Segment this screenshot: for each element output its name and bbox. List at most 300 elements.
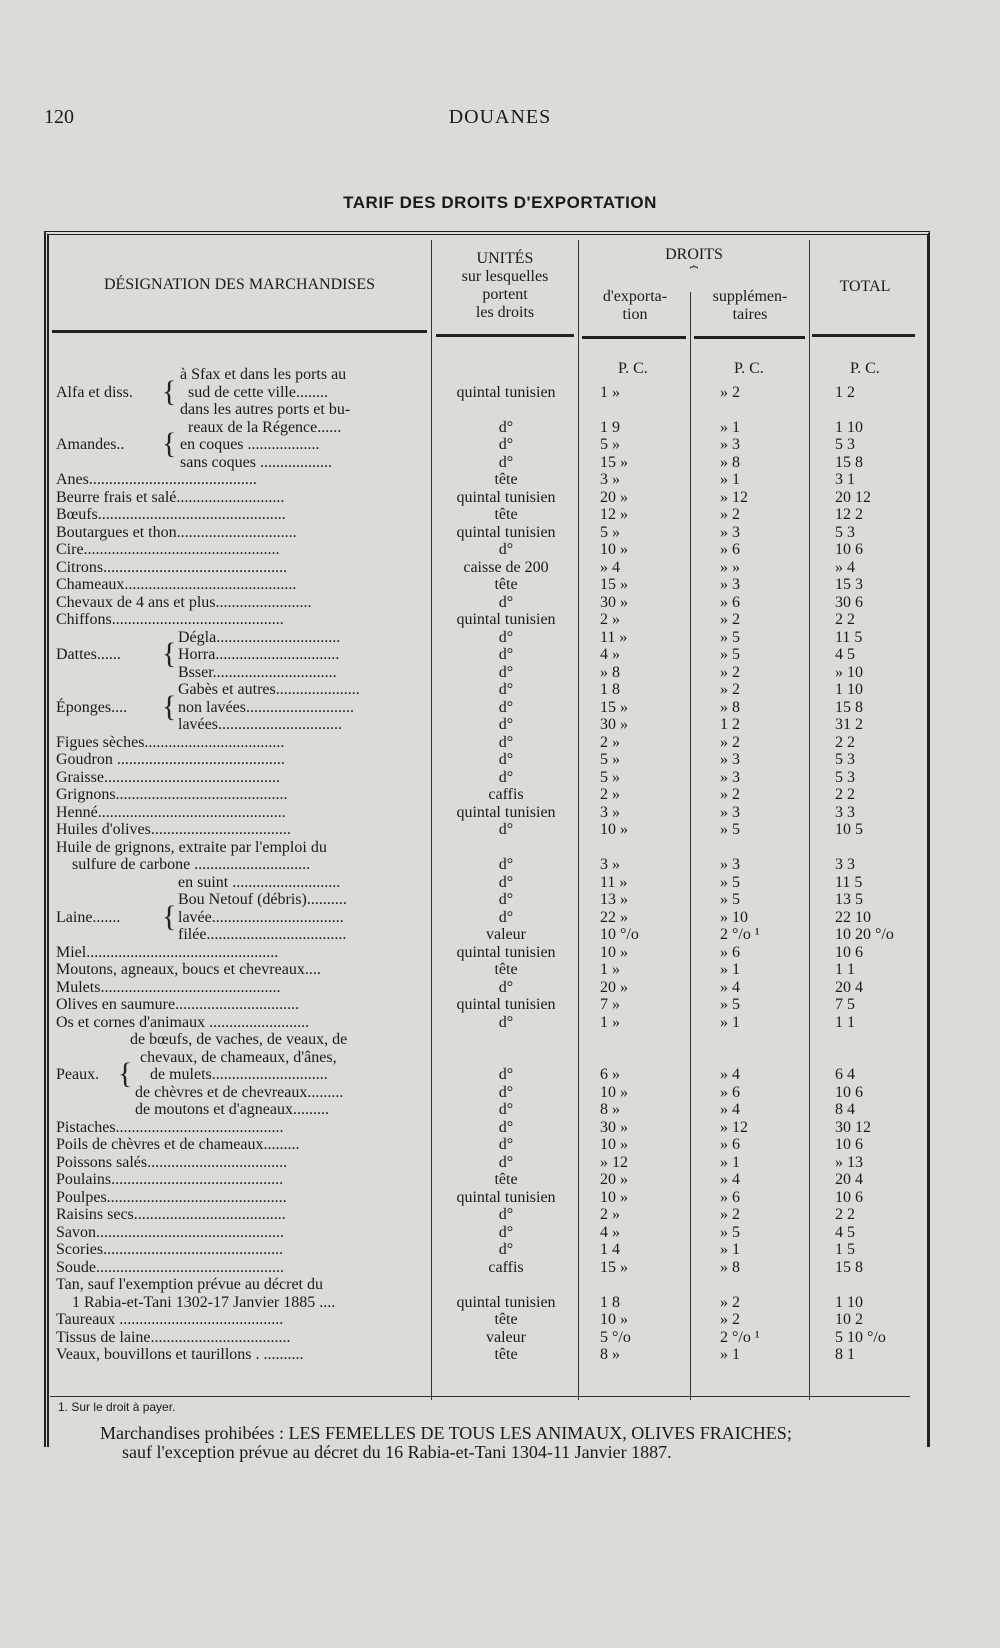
row-export: 10 »	[600, 821, 628, 838]
row-unit: d°	[498, 628, 514, 646]
row-designation: Bou Netouf (débris)..........	[178, 891, 347, 908]
row-unit: d°	[498, 1118, 514, 1136]
row-supp: » 6	[720, 1188, 740, 1206]
row-unit: d°	[498, 856, 514, 873]
header-export-line: d'exporta-	[602, 288, 668, 305]
row-unit: valeur	[486, 1328, 526, 1346]
brace-glyph: {	[118, 1057, 133, 1090]
row-designation: Cire.................................................	[56, 541, 280, 558]
row-unit: tête	[494, 1171, 518, 1188]
row-export: 11 »	[600, 628, 628, 646]
row-designation: 1 Rabia-et-Tani 1302-17 Janvier 1885 ....	[72, 1293, 336, 1311]
row-export: » 4	[600, 558, 620, 576]
pc-label-total: P. C.	[850, 360, 880, 377]
row-total: 10 20 °/o	[835, 926, 894, 943]
row-supp: » 3	[720, 436, 740, 453]
header-units-line: les droits	[475, 304, 535, 321]
row-total: » 4	[835, 558, 855, 576]
row-designation: Boutargues et thon..............................	[56, 523, 297, 541]
row-total: 5 3	[835, 523, 855, 541]
row-supp: » 12	[720, 1118, 748, 1136]
row-supp: 2 °/o ¹	[720, 926, 760, 943]
row-total: 1 5	[835, 1241, 855, 1258]
row-export: 5 °/o	[600, 1328, 631, 1346]
header-total: TOTAL	[839, 278, 891, 295]
header-export	[580, 288, 690, 324]
row-export: 3 »	[600, 803, 620, 821]
row-unit: d°	[498, 733, 514, 751]
row-designation: Chiffons...........................................	[56, 611, 284, 628]
row-export: 1 4	[600, 1241, 620, 1258]
row-supp: » 1	[720, 1013, 740, 1031]
row-supp: » 1	[720, 471, 740, 488]
row-export: 5 »	[600, 523, 620, 541]
row-designation: lavée.................................	[178, 908, 344, 926]
group-label: Alfa et diss.	[56, 383, 133, 401]
row-supp: » 2	[720, 1206, 740, 1223]
row-export: 10 »	[600, 1188, 628, 1206]
row-designation: Chameaux...........................................	[56, 576, 297, 593]
row-total: 3 1	[835, 471, 855, 488]
row-total: 11 5	[835, 873, 863, 891]
row-designation: Moutons, agneaux, boucs et chevreaux....	[56, 961, 321, 978]
row-designation: Miel................................................	[56, 943, 279, 961]
row-supp: » 6	[720, 943, 740, 961]
row-total: 2 2	[835, 1206, 855, 1223]
row-designation: non lavées...........................	[178, 698, 354, 716]
column-rule	[809, 240, 810, 1400]
row-export: 30 »	[600, 1118, 628, 1136]
row-export: 13 »	[600, 891, 628, 908]
column-rule	[578, 240, 579, 1400]
row-designation: à Sfax et dans les ports au	[180, 366, 347, 383]
row-supp: » 8	[720, 1258, 740, 1276]
pc-label-supp: P. C.	[734, 360, 764, 377]
row-designation: Soude...............................................	[56, 1258, 284, 1276]
prohibited-line: sauf l'exception prévue au décret du 16 Rabia-et-Tani 1304-11 Janvier 1887.	[122, 1442, 672, 1462]
row-designation: de mulets.............................	[150, 1066, 328, 1083]
row-export: 15 »	[600, 576, 628, 593]
row-designation: Tan, sauf l'exemption prévue au décret du	[56, 1276, 323, 1293]
row-unit: d°	[498, 1013, 514, 1031]
row-supp: » »	[720, 558, 740, 576]
row-supp: » 3	[720, 803, 740, 821]
row-unit: d°	[498, 978, 514, 996]
row-export: » 8	[600, 663, 620, 681]
row-supp: » 3	[720, 751, 740, 768]
row-export: 4 »	[600, 646, 620, 663]
row-designation: Henné...............................................	[56, 803, 286, 821]
row-supp: » 5	[720, 628, 740, 646]
row-unit: d°	[498, 1066, 514, 1083]
row-designation: Chevaux de 4 ans et plus........................	[56, 593, 312, 611]
row-designation: reaux de la Régence......	[188, 418, 342, 436]
row-unit: d°	[498, 1206, 514, 1223]
row-total: 5 3	[835, 751, 855, 768]
row-designation: Bsser...............................	[178, 663, 337, 681]
row-supp: » 12	[720, 488, 748, 506]
row-supp: » 5	[720, 996, 740, 1013]
row-export: 1 8	[600, 1293, 620, 1311]
row-unit: caffis	[488, 1258, 524, 1276]
row-export: 4 »	[600, 1223, 620, 1241]
header-supp-line: taires	[732, 306, 768, 323]
row-export: 10 »	[600, 1136, 628, 1153]
row-supp: » 8	[720, 453, 740, 471]
row-total: 31 2	[835, 716, 863, 733]
group-label: Dattes......	[56, 646, 121, 663]
row-designation: Huiles d'olives...................................	[56, 821, 291, 838]
row-designation: Anes..........................................	[56, 471, 257, 488]
row-supp: » 8	[720, 698, 740, 716]
row-designation: Huile de grignons, extraite par l'emploi du	[56, 838, 327, 856]
row-total: 1 10	[835, 418, 863, 436]
brace-glyph: {	[162, 689, 177, 723]
row-export: 5 »	[600, 751, 620, 768]
row-total: 8 1	[835, 1346, 855, 1363]
row-export: 3 »	[600, 856, 620, 873]
row-unit: d°	[498, 436, 514, 453]
row-supp: » 1	[720, 1153, 740, 1171]
row-unit: quintal tunisien	[456, 488, 556, 506]
row-designation: Figues sèches...................................	[56, 733, 285, 751]
row-designation: Veaux, bouvillons et taurillons . ..........	[56, 1346, 304, 1363]
row-export: 30 »	[600, 716, 628, 733]
header-rule	[812, 334, 915, 337]
row-unit: d°	[498, 751, 514, 768]
row-export: 2 »	[600, 786, 620, 803]
row-designation: filée...................................	[178, 926, 347, 943]
row-unit: d°	[498, 593, 514, 611]
row-supp: » 2	[720, 663, 740, 681]
row-total: 10 5	[835, 821, 863, 838]
row-unit: d°	[498, 768, 514, 786]
row-total: 10 6	[835, 1188, 863, 1206]
row-unit: quintal tunisien	[456, 943, 556, 961]
row-designation: en suint ...........................	[178, 873, 341, 891]
row-total: 1 2	[835, 383, 855, 401]
row-designation: Gabès et autres.....................	[178, 681, 360, 698]
row-unit: d°	[498, 698, 514, 716]
row-supp: » 4	[720, 1101, 740, 1118]
header-units-line: portent	[482, 286, 528, 303]
row-supp: » 1	[720, 1346, 740, 1363]
row-supp: 2 °/o ¹	[720, 1328, 760, 1346]
row-total: 4 5	[835, 646, 855, 663]
row-total: 1 1	[835, 1013, 855, 1031]
row-designation: Raisins secs......................................	[56, 1206, 286, 1223]
row-export: 10 »	[600, 1311, 628, 1328]
row-unit: tête	[494, 1346, 518, 1363]
row-supp: » 6	[720, 593, 740, 611]
row-unit: caisse de 200	[463, 558, 549, 576]
brace-glyph: {	[162, 637, 177, 670]
row-unit: quintal tunisien	[456, 996, 556, 1013]
row-total: 6 4	[835, 1066, 855, 1083]
row-unit: quintal tunisien	[456, 523, 556, 541]
row-export: 22 »	[600, 908, 628, 926]
row-designation: Savon...............................................	[56, 1223, 284, 1241]
row-export: 5 »	[600, 436, 620, 453]
row-designation: Bœufs...............................................	[56, 506, 286, 523]
row-unit: tête	[494, 961, 518, 978]
row-export: 8 »	[600, 1101, 620, 1118]
row-supp: » 1	[720, 1241, 740, 1258]
header-rule	[436, 334, 574, 337]
column-rule	[690, 292, 691, 1400]
row-total: 5 10 °/o	[835, 1328, 886, 1346]
row-designation: Beurre frais et salé...........................	[56, 488, 285, 506]
row-supp: » 3	[720, 768, 740, 786]
row-supp: » 2	[720, 1293, 740, 1311]
row-export: 1 »	[600, 1013, 620, 1031]
row-supp: » 2	[720, 681, 740, 698]
row-total: 20 4	[835, 978, 863, 996]
row-total: 10 6	[835, 541, 863, 558]
row-export: 7 »	[600, 996, 620, 1013]
row-total: 13 5	[835, 891, 863, 908]
row-unit: tête	[494, 576, 518, 593]
row-unit: quintal tunisien	[456, 1293, 556, 1311]
row-designation: Poissons salés...................................	[56, 1153, 288, 1171]
row-unit: quintal tunisien	[456, 803, 556, 821]
header-rule	[694, 336, 805, 339]
row-total: 15 3	[835, 576, 863, 593]
row-designation: Pistaches..........................................	[56, 1118, 284, 1136]
row-total: 5 3	[835, 768, 855, 786]
row-unit: tête	[494, 1311, 518, 1328]
row-export: 15 »	[600, 698, 628, 716]
row-export: 1 8	[600, 681, 620, 698]
header-export-line: tion	[622, 306, 648, 323]
prohibited-line: Marchandises prohibées : LES FEMELLES DE TOUS LES ANIMAUX, OLIVES FRAICHES;	[100, 1423, 792, 1443]
row-unit: d°	[498, 821, 514, 838]
row-supp: » 5	[720, 821, 740, 838]
row-export: 2 »	[600, 733, 620, 751]
header-supp	[691, 288, 809, 324]
group-label: Éponges....	[56, 698, 128, 716]
row-total: 22 10	[835, 908, 871, 926]
row-export: 5 »	[600, 768, 620, 786]
row-supp: 1 2	[720, 716, 740, 733]
row-total: 1 10	[835, 681, 863, 698]
row-total: 15 8	[835, 698, 863, 716]
page-number: 120	[44, 106, 74, 128]
row-supp: » 4	[720, 1066, 740, 1083]
row-designation: en coques ..................	[180, 436, 320, 453]
row-export: 1 9	[600, 418, 620, 436]
row-designation: Citrons..............................................	[56, 558, 288, 576]
row-unit: d°	[498, 873, 514, 891]
group-label: Peaux.	[56, 1066, 100, 1083]
row-designation: Poulpes.............................................	[56, 1188, 287, 1206]
row-total: » 13	[835, 1153, 863, 1171]
row-designation: sans coques ..................	[180, 453, 332, 471]
header-rule	[52, 330, 427, 333]
row-total: 3 3	[835, 803, 855, 821]
row-supp: » 3	[720, 576, 740, 593]
header-droits-brace: ⏞	[689, 267, 699, 282]
row-supp: » 2	[720, 611, 740, 628]
header-designation: DÉSIGNATION DES MARCHANDISES	[103, 276, 376, 293]
row-total: 10 2	[835, 1311, 863, 1328]
header-units-line: UNITÉS	[476, 250, 534, 267]
row-unit: d°	[498, 1101, 514, 1118]
row-designation: Graisse............................................	[56, 768, 280, 786]
row-unit: d°	[498, 1153, 514, 1171]
pc-label-export: P. C.	[618, 360, 648, 377]
row-supp: » 2	[720, 733, 740, 751]
row-total: 2 2	[835, 733, 855, 751]
row-unit: valeur	[486, 926, 526, 943]
table-title: TARIF DES DROITS D'EXPORTATION	[343, 193, 657, 212]
row-supp: » 4	[720, 978, 740, 996]
row-export: 20 »	[600, 1171, 628, 1188]
row-total: 3 3	[835, 856, 855, 873]
row-export: 10 »	[600, 943, 628, 961]
row-designation: dans les autres ports et bu-	[180, 401, 351, 418]
row-export: 8 »	[600, 1346, 620, 1363]
row-supp: » 2	[720, 506, 740, 523]
row-unit: d°	[498, 453, 514, 471]
row-designation: Horra...............................	[178, 646, 340, 663]
row-export: 12 »	[600, 506, 628, 523]
row-export: 2 »	[600, 1206, 620, 1223]
row-unit: d°	[498, 541, 514, 558]
row-supp: » 3	[720, 856, 740, 873]
row-designation: chevaux, de chameaux, d'ânes,	[140, 1048, 337, 1066]
group-label: Laine.......	[56, 908, 121, 926]
row-total: 20 4	[835, 1171, 863, 1188]
running-head: DOUANES	[448, 106, 552, 128]
row-designation: Dégla...............................	[178, 628, 341, 646]
brace-glyph: {	[162, 427, 177, 460]
row-supp: » 10	[720, 908, 748, 926]
row-designation: Poils de chèvres et de chameaux.........	[56, 1136, 300, 1153]
row-export: 11 »	[600, 873, 628, 891]
row-total: 15 8	[835, 453, 863, 471]
row-designation: Mulets.............................................	[56, 978, 281, 996]
row-unit: quintal tunisien	[456, 611, 556, 628]
row-export: 1 »	[600, 383, 620, 401]
row-designation: Tissus de laine...................................	[56, 1328, 291, 1346]
row-supp: » 5	[720, 873, 740, 891]
row-designation: de bœufs, de vaches, de veaux, de	[130, 1031, 348, 1048]
footnote-rule	[50, 1396, 910, 1397]
row-export: 10 »	[600, 1083, 628, 1101]
row-export: 10 »	[600, 541, 628, 558]
row-designation: Grignons...........................................	[56, 786, 288, 803]
row-unit: tête	[494, 471, 518, 488]
row-total: » 10	[835, 663, 863, 681]
row-designation: lavées...............................	[178, 716, 342, 733]
row-supp: » 6	[720, 1083, 740, 1101]
row-supp: » 1	[720, 961, 740, 978]
row-export: 3 »	[600, 471, 620, 488]
row-supp: » 2	[720, 383, 740, 401]
row-unit: d°	[498, 891, 514, 908]
row-supp: » 5	[720, 1223, 740, 1241]
row-supp: » 4	[720, 1171, 740, 1188]
row-export: 30 »	[600, 593, 628, 611]
row-designation: sud de cette ville........	[188, 383, 328, 401]
row-total: 30 12	[835, 1118, 871, 1136]
row-total: 12 2	[835, 506, 863, 523]
row-unit: d°	[498, 418, 514, 436]
row-unit: quintal tunisien	[456, 383, 556, 401]
row-total: 1 10	[835, 1293, 863, 1311]
row-unit: d°	[498, 1136, 514, 1153]
row-total: 2 2	[835, 786, 855, 803]
brace-glyph: {	[162, 374, 177, 408]
row-supp: » 1	[720, 418, 740, 436]
row-unit: d°	[498, 908, 514, 926]
row-unit: d°	[498, 681, 514, 698]
row-supp: » 2	[720, 786, 740, 803]
row-export: 15 »	[600, 1258, 628, 1276]
row-unit: d°	[498, 646, 514, 663]
row-total: 10 6	[835, 1136, 863, 1153]
row-total: 8 4	[835, 1101, 855, 1118]
footnote: 1. Sur le droit à payer.	[58, 1400, 176, 1414]
row-unit: d°	[498, 716, 514, 733]
row-total: 1 1	[835, 961, 855, 978]
header-supp-line: supplémen-	[712, 288, 788, 305]
row-total: 2 2	[835, 611, 855, 628]
row-unit: d°	[498, 1241, 514, 1258]
row-supp: » 3	[720, 523, 740, 541]
row-unit: tête	[494, 506, 518, 523]
row-total: 30 6	[835, 593, 863, 611]
row-total: 20 12	[835, 488, 871, 506]
row-designation: Os et cornes d'animaux .........................	[56, 1013, 310, 1031]
row-export: 2 »	[600, 611, 620, 628]
header-units-line: sur lesquelles	[461, 268, 549, 285]
brace-glyph: {	[162, 899, 177, 933]
row-unit: caffis	[488, 786, 524, 803]
row-export: 6 »	[600, 1066, 620, 1083]
row-supp: » 5	[720, 891, 740, 908]
row-export: 20 »	[600, 488, 628, 506]
row-designation: de moutons et d'agneaux.........	[135, 1101, 329, 1118]
row-designation: Scories.............................................	[56, 1241, 284, 1258]
row-total: 4 5	[835, 1223, 855, 1241]
row-export: » 12	[600, 1153, 628, 1171]
header-droits: DROITS	[665, 246, 723, 263]
row-designation: Taureaux .........................................	[56, 1311, 284, 1328]
row-designation: Goudron ..........................................	[56, 751, 285, 768]
row-supp: » 6	[720, 1136, 740, 1153]
row-export: 20 »	[600, 978, 628, 996]
row-total: 7 5	[835, 996, 855, 1013]
row-export: 15 »	[600, 453, 628, 471]
row-designation: de chèvres et de chevreaux.........	[135, 1083, 344, 1101]
header-units	[432, 250, 578, 322]
row-unit: quintal tunisien	[456, 1188, 556, 1206]
row-supp: » 5	[720, 646, 740, 663]
row-designation: sulfure de carbone .............................	[72, 856, 311, 873]
row-unit: d°	[498, 1223, 514, 1241]
row-supp: » 2	[720, 1311, 740, 1328]
row-designation: Olives en saumure...............................	[56, 996, 300, 1013]
row-unit: d°	[498, 663, 514, 681]
row-total: 10 6	[835, 943, 863, 961]
row-total: 5 3	[835, 436, 855, 453]
header-rule	[582, 336, 686, 339]
row-total: 15 8	[835, 1258, 863, 1276]
row-designation: Poulains...........................................	[56, 1171, 284, 1188]
row-export: 10 °/o	[600, 926, 639, 943]
